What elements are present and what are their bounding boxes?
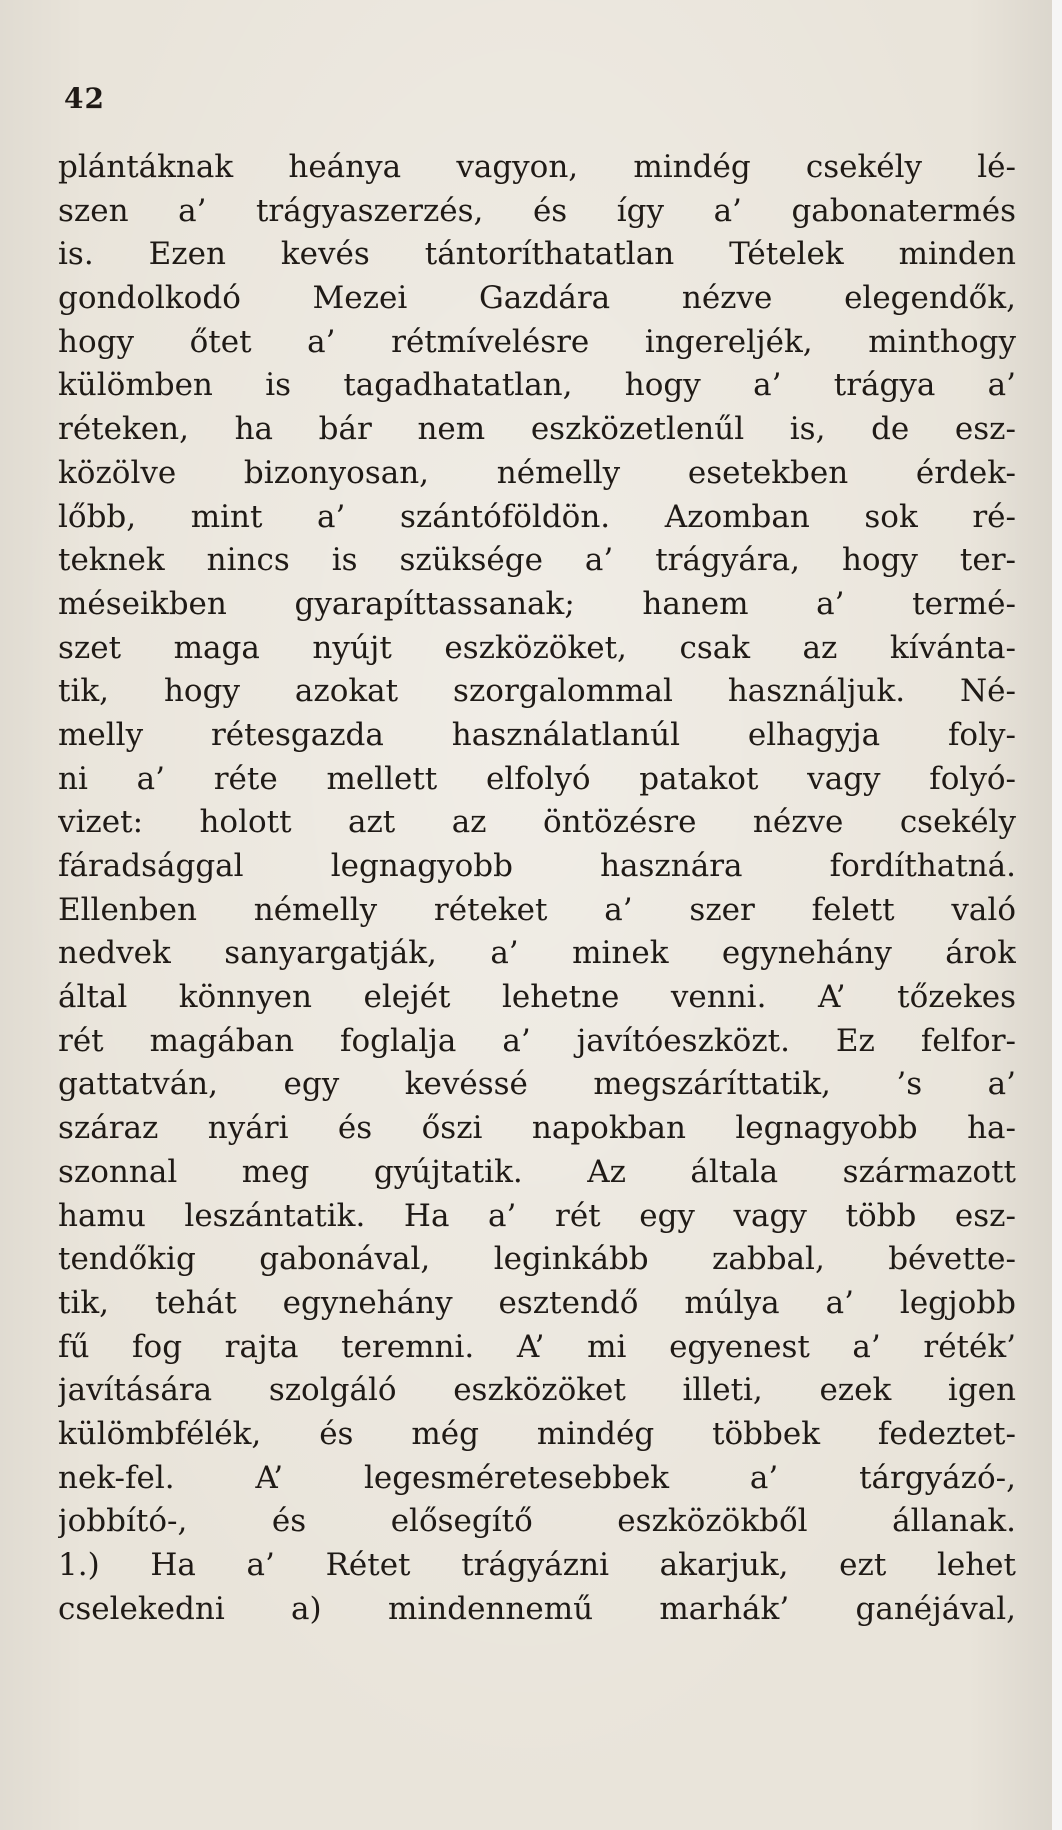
text-line: is. Ezen kevés tántoríthatatlan Tételek minden [58, 236, 1016, 273]
text-line: 1.) Ha a’ Rétet trágyázni akarjuk, ezt lehet [58, 1547, 1016, 1583]
text-line: száraz nyári és őszi napokban legnagyobb ha- [58, 1110, 1016, 1147]
text-line: lőbb, mint a’ szántóföldön. Azomban sok ré- [58, 498, 1016, 535]
text-line: rét magában foglalja a’ javítóeszközt. Ez felfor- [58, 1022, 1016, 1059]
text-line: Ellenben némelly réteket a’ szer felett való [58, 891, 1016, 928]
text-line: nek-fel. A’ legesméretesebbek a’ tárgyázó-, [58, 1459, 1016, 1496]
text-line: külömben is tagadhatatlan, hogy a’ trágya a’ [58, 367, 1016, 404]
text-line: réteken, ha bár nem eszközetlenűl is, de esz- [58, 411, 1016, 448]
text-line: gondolkodó Mezei Gazdára nézve elegendők, [58, 280, 1016, 317]
text-line: teknek nincs is szüksége a’ trágyára, hogy ter- [58, 542, 1016, 579]
text-line: vizet: holott azt az öntözésre nézve csekély [58, 804, 1016, 841]
text-line: tik, tehát egynehány esztendő múlya a’ legjobb [58, 1284, 1016, 1321]
text-line: plántáknak heánya vagyon, mindég csekély lé- [58, 149, 1016, 185]
text-line: szen a’ trágyaszerzés, és így a’ gabonatermés [58, 192, 1016, 229]
text-line: gattatván, egy kevéssé megszáríttatik, ’s a’ [58, 1066, 1016, 1103]
text-line: fű fog rajta teremni. A’ mi egyenest a’ réték’ [58, 1328, 1016, 1365]
text-line: jobbító-, és elősegítő eszközökből állanak. [58, 1503, 1016, 1540]
text-line: hamu leszántatik. Ha a’ rét egy vagy több esz- [58, 1197, 1016, 1234]
text-line: közölve bizonyosan, némelly esetekben érdek- [58, 454, 1016, 491]
text-line: szet maga nyújt eszközöket, csak az kívánta- [58, 629, 1016, 666]
text-line: által könnyen elejét lehetne venni. A’ tőzekes [58, 979, 1016, 1016]
text-line: javítására szolgáló eszközöket illeti, ezek igen [58, 1372, 1016, 1409]
page-number: 42 [64, 82, 105, 115]
text-line: tendőkig gabonával, leginkább zabbal, bévette- [58, 1241, 1016, 1278]
text-line: szonnal meg gyújtatik. Az általa származott [58, 1153, 1016, 1190]
text-line: külömbfélék, és még mindég többek fedeztet- [58, 1415, 1016, 1452]
text-line: nedvek sanyargatják, a’ minek egynehány árok [58, 935, 1016, 972]
text-line: cselekedni a) mindennemű marhák’ ganéjával, [58, 1590, 1016, 1627]
body-text [58, 146, 1016, 1631]
text-line: fáradsággal legnagyobb hasznára fordíthatná. [58, 848, 1016, 884]
text-line: hogy őtet a’ rétmívelésre ingereljék, minthogy [58, 323, 1016, 360]
text-line: ni a’ réte mellett elfolyó patakot vagy folyó- [58, 760, 1016, 797]
text-line: méseikben gyarapíttassanak; hanem a’ termé- [58, 585, 1016, 622]
text-line: tik, hogy azokat szorgalommal használjuk. Né- [58, 673, 1016, 710]
text-line: melly rétesgazda használatlanúl elhagyja foly- [58, 716, 1016, 753]
